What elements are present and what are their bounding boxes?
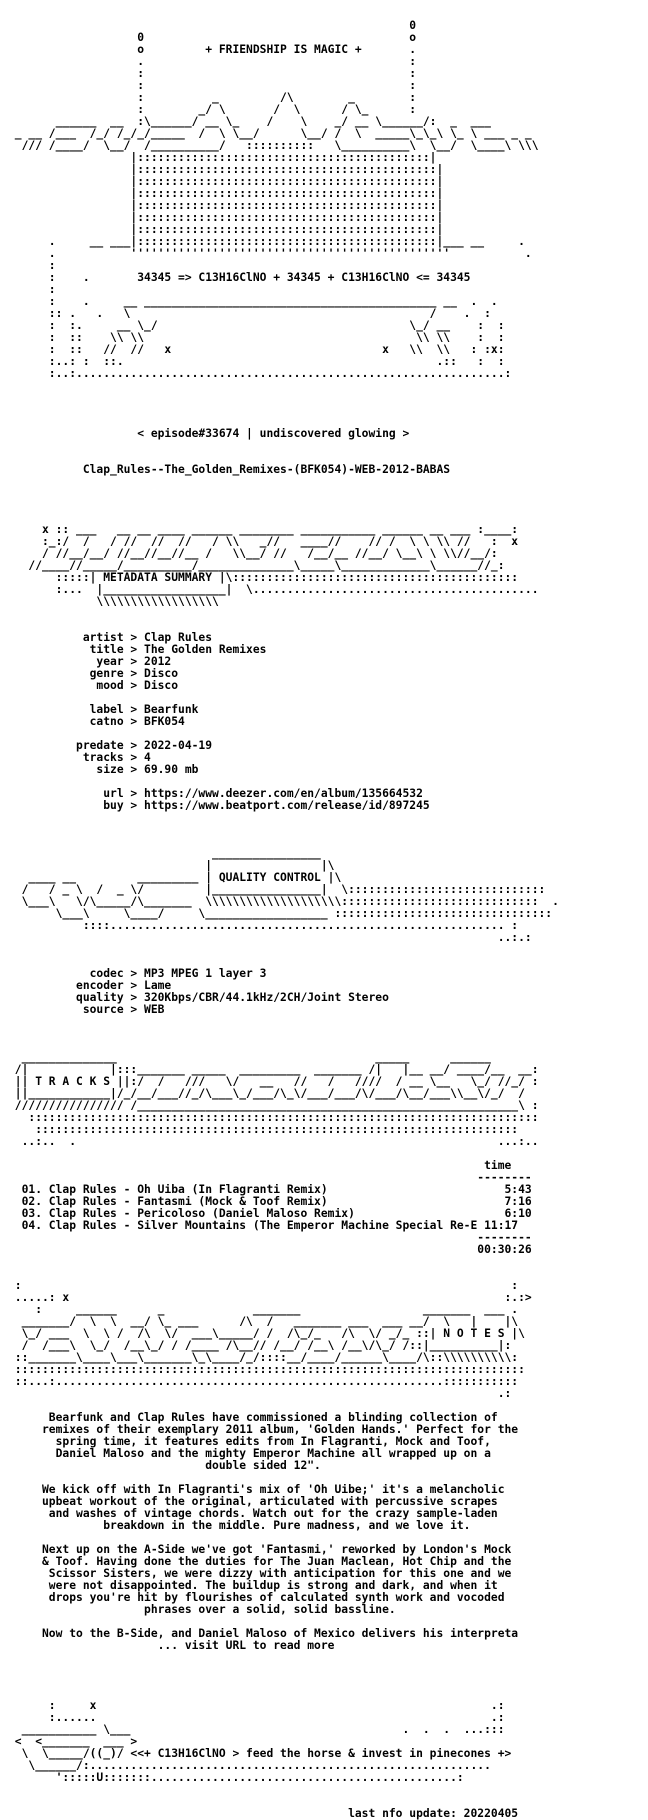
nfo-line: We kick off with In Flagranti's mix of 'Oh Uibe;' it's a melancholic	[8, 1484, 505, 1496]
nfo-line: label > Bearfunk	[8, 704, 199, 716]
nfo-line: buy > https://www.beatport.com/release/id/897245	[8, 800, 430, 812]
nfo-line: \\\\\\\\\\\\\\\\\\	[8, 596, 219, 608]
nfo-line: Next up on the A-Side we've got 'Fantasmi,' reworked by London's Mock	[8, 1544, 512, 1556]
nfo-line: last nfo update: 20220405	[8, 1808, 519, 1820]
nfo-line: .:	[8, 1388, 512, 1400]
nfo-line: |::::::::::::::::::::::::::::::::::::::::::::|	[8, 224, 444, 236]
nfo-line: spring time, it features edits from In Flagranti, Mock and Toof,	[8, 1436, 491, 1448]
nfo-line: < episode#33674 | undiscovered glowing >	[8, 428, 410, 440]
nfo-line: : . 34345 => C13H16ClNO + 34345 + C13H16ClNO <= 34345	[8, 272, 471, 284]
nfo-line: artist > Clap Rules	[8, 632, 213, 644]
nfo-line: 00:30:26	[8, 1244, 532, 1256]
nfo-line	[8, 1400, 640, 1412]
nfo-line	[8, 1796, 640, 1808]
nfo-line: / //__/__/ //__//__//__ / \\__/ // /__/__ //__/ \__\ \ \\//__/:	[8, 548, 498, 560]
nfo-line	[8, 776, 640, 788]
nfo-line: source > WEB	[8, 1004, 165, 1016]
nfo-line: :: . . \ / . :	[8, 308, 491, 320]
nfo-line: ||____________|/_/__/___//_/\___\_/___/\_\/___/___/\/___/\__/___\\__\/_/ /	[8, 1088, 525, 1100]
nfo-line: catno > BFK054	[8, 716, 185, 728]
nfo-line: : x .:	[8, 1700, 505, 1712]
nfo-line: ___________ \___ . . . ...:::	[8, 1724, 505, 1736]
nfo-line: _______/ \ \ __/ \_ ___ /\ / _______ ___ ___ __/ \ | |\	[8, 1316, 519, 1328]
nfo-line	[8, 392, 640, 404]
nfo-line: //////////////// /________________________________________________________\ :	[8, 1100, 539, 1112]
nfo-line: ____ __ _________ | QUALITY CONTROL |\	[8, 872, 342, 884]
nfo-line: < <_______ ___ >	[8, 1736, 138, 1748]
nfo-line: |:::::::::::::::::::::::::::::::::::::::::::|	[8, 152, 437, 164]
nfo-line: : _ /\ _ :	[8, 92, 417, 104]
nfo-line: Now to the B-Side, and Daniel Maloso of Mexico delivers his interpreta	[8, 1628, 519, 1640]
nfo-line	[8, 488, 640, 500]
nfo-line: \___\ \/\_____/\_______ \\\\\\\\\\\\\\\\\\\\::::::::::::::::::::::::::::: .	[8, 896, 559, 908]
nfo-line	[8, 728, 640, 740]
nfo-line: o + FRIENDSHIP IS MAGIC + .	[8, 44, 417, 56]
nfo-line	[8, 1652, 640, 1664]
nfo-line: Daniel Maloso and the mighty Emperor Machine all wrapped up on a	[8, 1448, 491, 1460]
nfo-line	[8, 824, 640, 836]
nfo-line	[8, 1616, 640, 1628]
nfo-line: : :	[8, 80, 417, 92]
nfo-line: remixes of their exemplary 2011 album, 'Golden Hands.' Perfect for the	[8, 1424, 519, 1436]
nfo-line: : :: \\ \\ \\ \\ : :	[8, 332, 505, 344]
nfo-line: genre > Disco	[8, 668, 179, 680]
nfo-line: codec > MP3 MPEG 1 layer 3	[8, 968, 267, 980]
nfo-line: |::::::::::::::::::::::::::::::::::::::::::::|	[8, 200, 444, 212]
nfo-line: / /___\ \_/ /__\_/ / /____ /\__// /__/ /__\ /__\/\_/ /::|__________|:	[8, 1340, 512, 1352]
nfo-line	[8, 404, 640, 416]
nfo-line: \___\ \____/ \__________________ ::::::::::::::::::::::::::::::::	[8, 908, 553, 920]
nfo-line: .....: x :.:>	[8, 1292, 532, 1304]
nfo-line	[8, 1664, 640, 1676]
nfo-line: |::::::::::::::::::::::::::::::::::::::::::::|	[8, 212, 444, 224]
nfo-line: : ______ _ _______ _______ ___ .	[8, 1304, 519, 1316]
nfo-line: x :: ___ __ __ ____ ______ ________ ___________ ______ __ ___ :____:	[8, 524, 519, 536]
nfo-line: --------	[8, 1232, 532, 1244]
nfo-line: : :: // // x x \\ \\ : :x:	[8, 344, 505, 356]
nfo-line: 02. Clap Rules - Fantasmi (Mock & Toof Remix) 7:16	[8, 1196, 532, 1208]
nfo-line	[8, 1532, 640, 1544]
nfo-line: : _/ \ / \ / \_ :	[8, 104, 417, 116]
nfo-line: quality > 320Kbps/CBR/44.1kHz/2CH/Joint Stereo	[8, 992, 389, 1004]
nfo-line: 01. Clap Rules - Oh Uiba (In Flagranti Remix) 5:43	[8, 1184, 532, 1196]
nfo-line: breakdown in the middle. Pure madness, and we love it.	[8, 1520, 471, 1532]
nfo-line: Bearfunk and Clap Rules have commissioned a blinding collection of	[8, 1412, 498, 1424]
nfo-line	[8, 1028, 640, 1040]
nfo-line: & Toof. Having done the duties for The Juan Maclean, Hot Chip and the	[8, 1556, 512, 1568]
nfo-line: upbeat workout of the original, articulated with percussive scrapes	[8, 1496, 498, 1508]
nfo-line: / / _ \ / _ \/ |________________| \:::::::::::::::::::::::::::::	[8, 884, 546, 896]
nfo-line: :...... .:	[8, 1712, 505, 1724]
nfo-line: \_/ ___ \ \ / /\ \/ ___\_____/ / /\_/_ /\ \/ _/_ ::| N O T E S |\	[8, 1328, 525, 1340]
nfo-line	[8, 512, 640, 524]
nfo-line	[8, 620, 640, 632]
nfo-line: | |\	[8, 860, 335, 872]
nfo-line: ..:.. . ...:..	[8, 1136, 539, 1148]
nfo-line: . ''''''''''''''''''''''''''''''''''''''''''''''' .	[8, 248, 532, 260]
nfo-line: and washes of vintage chords. Watch out for the crazy sample-laden	[8, 1508, 498, 1520]
nfo-line	[8, 380, 640, 392]
nfo-line: url > https://www.deezer.com/en/album/135664532	[8, 788, 423, 800]
nfo-line: ::::.......................................................... :	[8, 920, 519, 932]
nfo-line: double sided 12".	[8, 1460, 321, 1472]
nfo-line: encoder > Lame	[8, 980, 172, 992]
nfo-line: --------	[8, 1172, 532, 1184]
nfo-line	[8, 1016, 640, 1028]
nfo-line: Scissor Sisters, we were dizzy with anticipation for this one and we	[8, 1568, 512, 1580]
nfo-line: 0 o	[8, 32, 417, 44]
nfo-line: year > 2012	[8, 656, 172, 668]
nfo-document	[8, 8, 640, 1820]
nfo-line: /| |:::_______ _____ _________ _______ /| |__ __/ ____/__ __:	[8, 1064, 539, 1076]
nfo-line	[8, 452, 640, 464]
nfo-line: |::::::::::::::::::::::::::::::::::::::::::::|	[8, 176, 444, 188]
nfo-line: :::::| METADATA SUMMARY |\::::::::::::::::::::::::::::::::::::::::::	[8, 572, 519, 584]
nfo-line	[8, 608, 640, 620]
nfo-line: ______ __ :\______/ __ \_ / \ _/ __ \______/: _ ___	[8, 116, 491, 128]
nfo-line: |::::::::::::::::::::::::::::::::::::::::::::|	[8, 164, 444, 176]
nfo-line	[8, 1268, 640, 1280]
nfo-line: : :	[8, 68, 417, 80]
nfo-line: || T R A C K S ||:/ / /// \/ __ // / //// / __ \__ \_/ //_/ :	[8, 1076, 539, 1088]
nfo-line: ________________	[8, 848, 328, 860]
nfo-line	[8, 1148, 640, 1160]
nfo-line: . :	[8, 56, 417, 68]
nfo-line: 0	[8, 20, 417, 32]
nfo-line: : :. __ \_/ \_/ __ : :	[8, 320, 505, 332]
nfo-line: Clap_Rules--The_Golden_Remixes-(BFK054)-WEB-2012-BABAS	[8, 464, 451, 476]
nfo-line: :... |__________________| \..........................................	[8, 584, 539, 596]
nfo-line: ::...:.........................................................:::::::::::	[8, 1376, 519, 1388]
nfo-line: . __ ___|::::::::::::::::::::::::::::::::::::::::::::|___ __ .	[8, 236, 525, 248]
nfo-line: :	[8, 284, 56, 296]
nfo-line: ______________ _____ ______	[8, 1052, 491, 1064]
nfo-line	[8, 1676, 640, 1688]
nfo-line: size > 69.90 mb	[8, 764, 199, 776]
nfo-line: phrases over a solid, solid bassline.	[8, 1604, 396, 1616]
nfo-line: /// /____/ \__/ /__________/ :::::::::: \__________\ \__/ \____\ \\\	[8, 140, 539, 152]
nfo-line: :::::::::::::::::::::::::::::::::::::::::::::::::::::::::::::::::::::::::::	[8, 1364, 525, 1376]
nfo-line: \______/:...........................................................	[8, 1760, 491, 1772]
nfo-line	[8, 692, 640, 704]
nfo-line: :..: : ::. .:: : :	[8, 356, 505, 368]
nfo-line: 03. Clap Rules - Pericoloso (Daniel Maloso Remix) 6:10	[8, 1208, 532, 1220]
nfo-line	[8, 836, 640, 848]
nfo-line	[8, 1256, 640, 1268]
nfo-line: predate > 2022-04-19	[8, 740, 213, 752]
nfo-line: :	[8, 260, 56, 272]
nfo-line	[8, 1688, 640, 1700]
nfo-line: ... visit URL to read more	[8, 1640, 335, 1652]
nfo-line	[8, 812, 640, 824]
nfo-line: :::::::::::::::::::::::::::::::::::::::::::::::::::::::::::::::::::::::	[8, 1124, 519, 1136]
nfo-line	[8, 416, 640, 428]
nfo-line: tracks > 4	[8, 752, 151, 764]
nfo-line: //____//_____/__________/______________\_____\_____________\______//_:	[8, 560, 505, 572]
nfo-line: were not disappointed. The buildup is strong and dark, and when it	[8, 1580, 498, 1592]
nfo-line: : . __ ___________________________________________ __ . .	[8, 296, 498, 308]
nfo-line	[8, 1784, 640, 1796]
nfo-line: time	[8, 1160, 512, 1172]
nfo-line	[8, 440, 640, 452]
nfo-line	[8, 8, 640, 20]
nfo-line	[8, 1472, 640, 1484]
nfo-line: drops you're hit by flourishes of calculated synth work and vocoded	[8, 1592, 505, 1604]
nfo-line: :..:...............................................................:	[8, 368, 512, 380]
nfo-line: : :	[8, 1280, 519, 1292]
nfo-line: 04. Clap Rules - Silver Mountains (The Emperor Machine Special Re-E 11:17	[8, 1220, 519, 1232]
nfo-line: mood > Disco	[8, 680, 179, 692]
nfo-line: _ __ /___ /_/ /_/_/_____ / \ \__/ \__/ / \ _____\_\_\ \_ \ ___ _ _	[8, 128, 532, 140]
nfo-line: |::::::::::::::::::::::::::::::::::::::::::::|	[8, 188, 444, 200]
nfo-line	[8, 476, 640, 488]
nfo-line	[8, 944, 640, 956]
nfo-line: ':::::U:::::::.............................................:	[8, 1772, 464, 1784]
nfo-line: \ \_____/((_)/ <<+ C13H16ClNO > feed the horse & invest in pinecones +>	[8, 1748, 512, 1760]
nfo-line: :_:/ / / // // // / \\ _// ____// // / \ \ \\ // : x	[8, 536, 519, 548]
nfo-line: :::::::::::::::::::::::::::::::::::::::::::::::::::::::::::::::::::::::::::	[8, 1112, 539, 1124]
nfo-line: ::_______\____\___\_______\_\____/_/::::__/____/______\____/\::\\\\\\\\\\:	[8, 1352, 519, 1364]
nfo-line: ..:.:	[8, 932, 532, 944]
nfo-line: title > The Golden Remixes	[8, 644, 267, 656]
nfo-line	[8, 1040, 640, 1052]
nfo-line	[8, 956, 640, 968]
nfo-line	[8, 500, 640, 512]
